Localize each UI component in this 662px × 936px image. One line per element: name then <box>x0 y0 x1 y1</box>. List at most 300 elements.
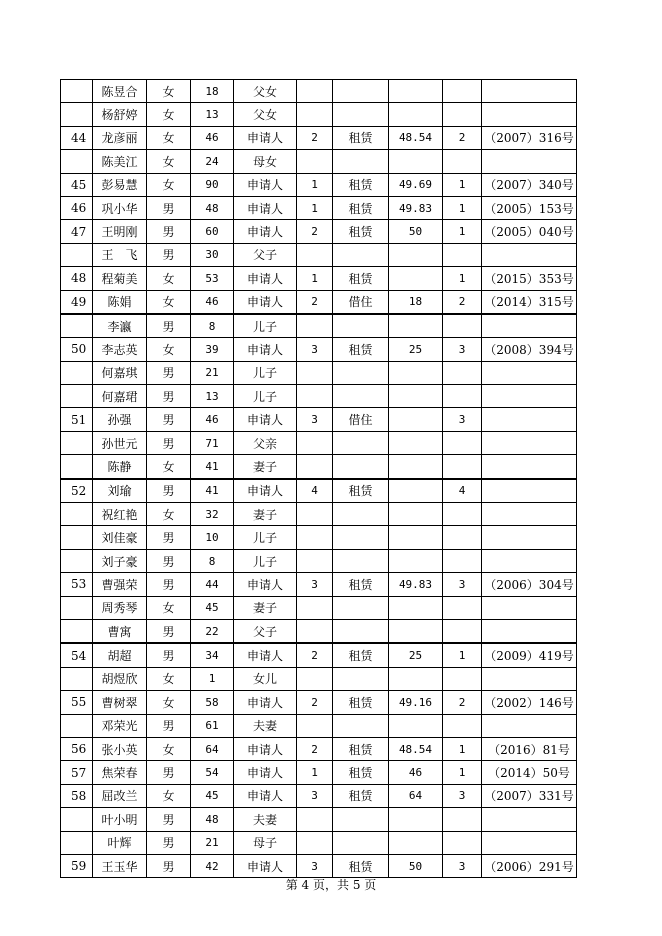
cell-count: 3 <box>443 408 482 431</box>
cell-area <box>389 385 443 408</box>
cell-area <box>389 150 443 173</box>
cell-housing: 租赁 <box>333 573 389 596</box>
cell-number <box>61 549 93 572</box>
cell-number: 46 <box>61 196 93 219</box>
cell-area <box>389 243 443 266</box>
cell-household <box>297 596 333 619</box>
cell-age: 22 <box>191 619 234 643</box>
cell-housing: 租赁 <box>333 196 389 219</box>
cell-gender: 女 <box>147 784 191 807</box>
cell-housing: 租赁 <box>333 267 389 290</box>
cell-name: 邓荣光 <box>93 714 147 737</box>
cell-age: 45 <box>191 784 234 807</box>
cell-household <box>297 667 333 690</box>
cell-area: 25 <box>389 643 443 667</box>
cell-housing: 租赁 <box>333 761 389 784</box>
cell-number: 45 <box>61 173 93 196</box>
table-row <box>61 854 577 877</box>
cell-housing <box>333 361 389 384</box>
cell-age: 8 <box>191 314 234 338</box>
cell-ref <box>482 549 577 572</box>
cell-household <box>297 243 333 266</box>
cell-household <box>297 431 333 454</box>
cell-name: 孙强 <box>93 408 147 431</box>
cell-relation: 申请人 <box>234 220 297 243</box>
cell-count <box>443 80 482 103</box>
cell-relation: 儿子 <box>234 549 297 572</box>
cell-area: 48.54 <box>389 737 443 760</box>
cell-housing: 租赁 <box>333 338 389 361</box>
cell-number <box>61 150 93 173</box>
cell-name: 陈静 <box>93 455 147 479</box>
cell-number <box>61 596 93 619</box>
cell-ref <box>482 361 577 384</box>
cell-relation: 申请人 <box>234 290 297 314</box>
cell-household: 3 <box>297 408 333 431</box>
cell-count: 2 <box>443 126 482 149</box>
cell-gender: 男 <box>147 479 191 503</box>
cell-gender: 男 <box>147 643 191 667</box>
cell-relation: 夫妻 <box>234 808 297 831</box>
cell-count: 1 <box>443 761 482 784</box>
cell-number: 47 <box>61 220 93 243</box>
cell-age: 64 <box>191 737 234 760</box>
cell-ref: （2007）340号 <box>482 173 577 196</box>
cell-housing: 租赁 <box>333 173 389 196</box>
cell-housing <box>333 431 389 454</box>
cell-count: 3 <box>443 573 482 596</box>
cell-age: 61 <box>191 714 234 737</box>
table-row <box>61 573 577 596</box>
cell-relation: 申请人 <box>234 338 297 361</box>
cell-count: 3 <box>443 854 482 877</box>
cell-count <box>443 596 482 619</box>
cell-name: 张小英 <box>93 737 147 760</box>
cell-age: 48 <box>191 196 234 219</box>
cell-relation: 妻子 <box>234 503 297 526</box>
cell-age: 41 <box>191 479 234 503</box>
cell-ref <box>482 150 577 173</box>
cell-count: 1 <box>443 737 482 760</box>
cell-relation: 申请人 <box>234 196 297 219</box>
cell-name: 杨舒婷 <box>93 103 147 126</box>
cell-household <box>297 808 333 831</box>
cell-gender: 女 <box>147 290 191 314</box>
cell-number <box>61 314 93 338</box>
cell-ref <box>482 479 577 503</box>
cell-ref <box>482 103 577 126</box>
table-row <box>61 831 577 854</box>
cell-housing: 租赁 <box>333 643 389 667</box>
cell-age: 53 <box>191 267 234 290</box>
cell-count <box>443 667 482 690</box>
cell-age: 54 <box>191 761 234 784</box>
table-row <box>61 361 577 384</box>
cell-area: 49.83 <box>389 573 443 596</box>
cell-housing <box>333 596 389 619</box>
cell-name: 李志英 <box>93 338 147 361</box>
cell-number: 49 <box>61 290 93 314</box>
cell-age: 46 <box>191 408 234 431</box>
cell-count <box>443 831 482 854</box>
cell-name: 胡超 <box>93 643 147 667</box>
table-body <box>61 80 577 878</box>
cell-age: 42 <box>191 854 234 877</box>
cell-name: 焦荣春 <box>93 761 147 784</box>
cell-count <box>443 714 482 737</box>
cell-relation: 妻子 <box>234 596 297 619</box>
cell-ref: （2002）146号 <box>482 691 577 714</box>
table-row <box>61 808 577 831</box>
cell-gender: 男 <box>147 831 191 854</box>
table-row <box>61 173 577 196</box>
cell-count: 2 <box>443 290 482 314</box>
cell-age: 13 <box>191 103 234 126</box>
cell-household: 3 <box>297 854 333 877</box>
cell-name: 何嘉珺 <box>93 385 147 408</box>
cell-housing <box>333 314 389 338</box>
cell-number: 48 <box>61 267 93 290</box>
cell-relation: 申请人 <box>234 643 297 667</box>
table-row <box>61 503 577 526</box>
table-row <box>61 761 577 784</box>
table-row <box>61 314 577 338</box>
cell-household: 1 <box>297 173 333 196</box>
cell-number <box>61 667 93 690</box>
cell-number: 55 <box>61 691 93 714</box>
cell-count <box>443 549 482 572</box>
cell-gender: 女 <box>147 80 191 103</box>
cell-area <box>389 267 443 290</box>
cell-number <box>61 503 93 526</box>
cell-ref <box>482 503 577 526</box>
cell-name: 陈美江 <box>93 150 147 173</box>
cell-name: 刘瑜 <box>93 479 147 503</box>
table-row <box>61 479 577 503</box>
cell-housing: 租赁 <box>333 220 389 243</box>
cell-count <box>443 361 482 384</box>
cell-name: 叶辉 <box>93 831 147 854</box>
cell-age: 24 <box>191 150 234 173</box>
cell-name: 曹树翠 <box>93 691 147 714</box>
cell-housing: 借住 <box>333 408 389 431</box>
cell-area <box>389 549 443 572</box>
cell-age: 13 <box>191 385 234 408</box>
cell-number <box>61 243 93 266</box>
cell-housing <box>333 150 389 173</box>
table-row <box>61 431 577 454</box>
cell-ref <box>482 455 577 479</box>
cell-relation: 申请人 <box>234 479 297 503</box>
cell-relation: 申请人 <box>234 573 297 596</box>
cell-age: 90 <box>191 173 234 196</box>
cell-count <box>443 385 482 408</box>
cell-household: 3 <box>297 338 333 361</box>
cell-count <box>443 503 482 526</box>
cell-number <box>61 385 93 408</box>
cell-housing: 租赁 <box>333 854 389 877</box>
table-row <box>61 526 577 549</box>
cell-gender: 男 <box>147 573 191 596</box>
page-footer: 第 4 页，共 5 页 <box>285 878 377 892</box>
cell-number <box>61 619 93 643</box>
cell-ref: （2006）291号 <box>482 854 577 877</box>
cell-housing <box>333 714 389 737</box>
cell-name: 彭易慧 <box>93 173 147 196</box>
table-row <box>61 643 577 667</box>
cell-ref: （2005）153号 <box>482 196 577 219</box>
cell-age: 34 <box>191 643 234 667</box>
cell-name: 曹强荣 <box>93 573 147 596</box>
table-row <box>61 80 577 103</box>
cell-gender: 女 <box>147 103 191 126</box>
cell-count <box>443 455 482 479</box>
cell-gender: 男 <box>147 314 191 338</box>
cell-number <box>61 103 93 126</box>
cell-gender: 女 <box>147 150 191 173</box>
cell-housing <box>333 831 389 854</box>
cell-area <box>389 361 443 384</box>
cell-number <box>61 714 93 737</box>
cell-age: 48 <box>191 808 234 831</box>
cell-name: 刘佳豪 <box>93 526 147 549</box>
cell-relation: 父女 <box>234 80 297 103</box>
cell-ref <box>482 714 577 737</box>
cell-name: 孙世元 <box>93 431 147 454</box>
cell-relation: 父子 <box>234 243 297 266</box>
cell-household <box>297 103 333 126</box>
cell-housing <box>333 80 389 103</box>
cell-count <box>443 526 482 549</box>
cell-count <box>443 619 482 643</box>
cell-relation: 申请人 <box>234 126 297 149</box>
cell-household: 1 <box>297 761 333 784</box>
cell-count: 1 <box>443 173 482 196</box>
cell-area <box>389 80 443 103</box>
cell-relation: 儿子 <box>234 314 297 338</box>
cell-name: 陈昱合 <box>93 80 147 103</box>
table-row <box>61 243 577 266</box>
cell-area <box>389 314 443 338</box>
table-row <box>61 126 577 149</box>
cell-number <box>61 526 93 549</box>
cell-area: 50 <box>389 220 443 243</box>
cell-area <box>389 503 443 526</box>
cell-ref <box>482 314 577 338</box>
cell-ref <box>482 408 577 431</box>
cell-count <box>443 150 482 173</box>
cell-housing: 租赁 <box>333 479 389 503</box>
cell-gender: 女 <box>147 173 191 196</box>
cell-gender: 男 <box>147 761 191 784</box>
cell-area <box>389 455 443 479</box>
cell-ref: （2009）419号 <box>482 643 577 667</box>
cell-gender: 女 <box>147 691 191 714</box>
cell-household <box>297 714 333 737</box>
cell-ref <box>482 385 577 408</box>
table-row <box>61 385 577 408</box>
cell-number <box>61 808 93 831</box>
cell-area <box>389 431 443 454</box>
cell-relation: 儿子 <box>234 526 297 549</box>
cell-number: 57 <box>61 761 93 784</box>
cell-area: 46 <box>389 761 443 784</box>
cell-age: 71 <box>191 431 234 454</box>
cell-age: 30 <box>191 243 234 266</box>
cell-gender: 女 <box>147 737 191 760</box>
cell-name: 何嘉琪 <box>93 361 147 384</box>
cell-age: 45 <box>191 596 234 619</box>
cell-gender: 男 <box>147 808 191 831</box>
cell-count: 2 <box>443 691 482 714</box>
cell-area <box>389 103 443 126</box>
cell-household: 2 <box>297 643 333 667</box>
cell-name: 周秀琴 <box>93 596 147 619</box>
cell-ref <box>482 596 577 619</box>
table-row <box>61 549 577 572</box>
cell-ref: （2007）316号 <box>482 126 577 149</box>
cell-number: 56 <box>61 737 93 760</box>
table-row <box>61 619 577 643</box>
cell-age: 1 <box>191 667 234 690</box>
cell-ref: （2015）353号 <box>482 267 577 290</box>
cell-housing: 租赁 <box>333 691 389 714</box>
cell-ref <box>482 667 577 690</box>
cell-gender: 男 <box>147 549 191 572</box>
cell-count <box>443 314 482 338</box>
cell-count <box>443 808 482 831</box>
cell-number: 59 <box>61 854 93 877</box>
cell-household <box>297 314 333 338</box>
cell-ref <box>482 80 577 103</box>
cell-area: 25 <box>389 338 443 361</box>
cell-housing <box>333 455 389 479</box>
cell-age: 39 <box>191 338 234 361</box>
cell-gender: 男 <box>147 714 191 737</box>
cell-count <box>443 243 482 266</box>
cell-household: 2 <box>297 126 333 149</box>
cell-count: 1 <box>443 196 482 219</box>
cell-number: 51 <box>61 408 93 431</box>
cell-count <box>443 431 482 454</box>
cell-housing <box>333 549 389 572</box>
cell-number: 50 <box>61 338 93 361</box>
cell-age: 44 <box>191 573 234 596</box>
cell-age: 60 <box>191 220 234 243</box>
table-row <box>61 714 577 737</box>
cell-gender: 男 <box>147 385 191 408</box>
table-row <box>61 455 577 479</box>
cell-gender: 男 <box>147 361 191 384</box>
cell-ref: （2016）81号 <box>482 737 577 760</box>
cell-area: 49.83 <box>389 196 443 219</box>
cell-household: 1 <box>297 267 333 290</box>
cell-number <box>61 361 93 384</box>
cell-relation: 父女 <box>234 103 297 126</box>
cell-household <box>297 503 333 526</box>
cell-area <box>389 808 443 831</box>
cell-area <box>389 408 443 431</box>
cell-area <box>389 596 443 619</box>
cell-area <box>389 526 443 549</box>
cell-household <box>297 619 333 643</box>
cell-relation: 母子 <box>234 831 297 854</box>
cell-name: 胡煜欣 <box>93 667 147 690</box>
cell-name: 王玉华 <box>93 854 147 877</box>
table-row <box>61 220 577 243</box>
cell-count: 3 <box>443 338 482 361</box>
household-table <box>60 79 577 878</box>
table-row <box>61 691 577 714</box>
cell-number: 44 <box>61 126 93 149</box>
cell-relation: 儿子 <box>234 385 297 408</box>
cell-name: 屈改兰 <box>93 784 147 807</box>
cell-household: 2 <box>297 220 333 243</box>
cell-number <box>61 455 93 479</box>
cell-count: 1 <box>443 267 482 290</box>
cell-relation: 申请人 <box>234 737 297 760</box>
cell-gender: 女 <box>147 267 191 290</box>
cell-ref <box>482 808 577 831</box>
cell-number: 54 <box>61 643 93 667</box>
cell-ref <box>482 431 577 454</box>
cell-number <box>61 80 93 103</box>
cell-name: 巩小华 <box>93 196 147 219</box>
cell-housing <box>333 526 389 549</box>
cell-housing: 借住 <box>333 290 389 314</box>
cell-gender: 男 <box>147 196 191 219</box>
cell-household <box>297 455 333 479</box>
cell-age: 21 <box>191 361 234 384</box>
cell-relation: 女儿 <box>234 667 297 690</box>
cell-number <box>61 831 93 854</box>
cell-gender: 男 <box>147 408 191 431</box>
cell-relation: 申请人 <box>234 408 297 431</box>
cell-gender: 女 <box>147 126 191 149</box>
cell-gender: 男 <box>147 619 191 643</box>
cell-gender: 女 <box>147 338 191 361</box>
cell-age: 21 <box>191 831 234 854</box>
cell-household <box>297 831 333 854</box>
cell-household: 3 <box>297 573 333 596</box>
cell-number: 53 <box>61 573 93 596</box>
cell-gender: 男 <box>147 431 191 454</box>
cell-housing <box>333 619 389 643</box>
cell-count <box>443 103 482 126</box>
cell-name: 龙彦丽 <box>93 126 147 149</box>
cell-household: 2 <box>297 290 333 314</box>
cell-ref: （2006）304号 <box>482 573 577 596</box>
cell-ref: （2014）50号 <box>482 761 577 784</box>
cell-household <box>297 549 333 572</box>
cell-ref: （2007）331号 <box>482 784 577 807</box>
cell-count: 1 <box>443 643 482 667</box>
cell-household: 1 <box>297 196 333 219</box>
cell-area <box>389 667 443 690</box>
cell-relation: 申请人 <box>234 761 297 784</box>
cell-name: 王 飞 <box>93 243 147 266</box>
cell-number: 58 <box>61 784 93 807</box>
cell-gender: 女 <box>147 667 191 690</box>
table-row <box>61 103 577 126</box>
cell-household <box>297 80 333 103</box>
cell-area: 18 <box>389 290 443 314</box>
cell-ref <box>482 619 577 643</box>
table-row <box>61 196 577 219</box>
cell-housing: 租赁 <box>333 126 389 149</box>
cell-area: 48.54 <box>389 126 443 149</box>
cell-area <box>389 619 443 643</box>
